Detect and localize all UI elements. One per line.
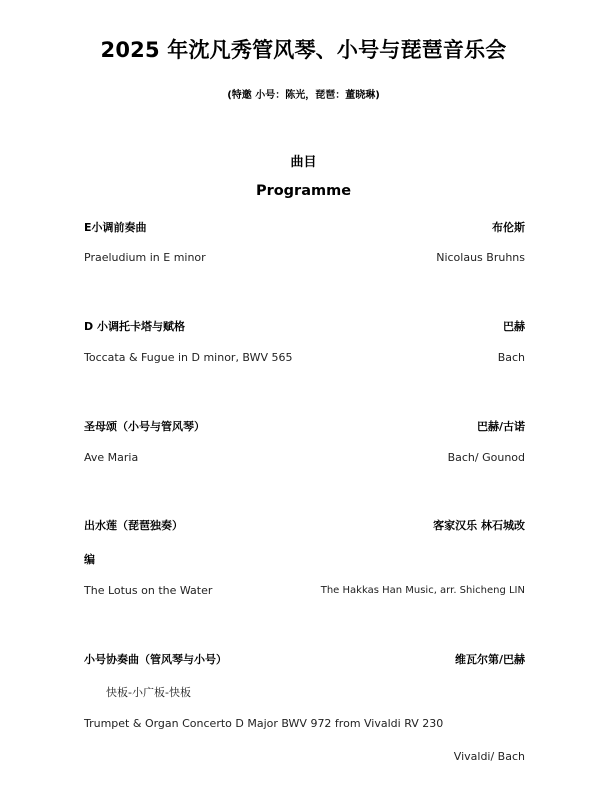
guest-performers-subtitle: (特邀 小号：陈光，琵琶：董晓琳) bbox=[227, 90, 380, 101]
piece-5-title-zh: 小号协奏曲（管风琴与小号） bbox=[84, 653, 227, 666]
piece-1-title-en: Praeludium in E minor bbox=[84, 251, 206, 264]
piece-2-composer-zh: 巴赫 bbox=[503, 320, 525, 333]
piece-4-composer-zh: 客家汉乐 林石城改 bbox=[433, 519, 525, 532]
piece-5-composer-en: Vivaldi/ Bach bbox=[453, 750, 525, 763]
piece-4-title-zh: 出水莲（琵琶独奏） bbox=[84, 519, 183, 532]
piece-4-composer-en: The Hakkas Han Music, arr. Shicheng LIN bbox=[320, 585, 525, 596]
programme-heading-zh: 曲目 bbox=[290, 155, 317, 170]
piece-1-title-zh: E小调前奏曲 bbox=[84, 221, 147, 234]
piece-4-composer-zh-continued: 编 bbox=[84, 553, 95, 566]
piece-2-title-zh: D 小调托卡塔与赋格 bbox=[84, 320, 185, 333]
piece-4-title-en: The Lotus on the Water bbox=[84, 584, 213, 597]
piece-5-composer-zh: 维瓦尔第/巴赫 bbox=[454, 653, 525, 666]
piece-2-composer-en: Bach bbox=[497, 351, 525, 364]
piece-1-composer-zh: 布伦斯 bbox=[492, 221, 525, 234]
piece-3-title-zh: 圣母颂（小号与管风琴） bbox=[84, 420, 205, 433]
piece-5-movements: 快板-小广板-快板 bbox=[106, 686, 191, 699]
piece-5-title-en: Trumpet & Organ Concerto D Major BWV 972 from Vivaldi RV 230 bbox=[84, 717, 444, 730]
piece-3-composer-zh: 巴赫/古诺 bbox=[476, 420, 525, 433]
programme-heading-en: Programme bbox=[255, 183, 352, 199]
piece-2-title-en: Toccata & Fugue in D minor, BWV 565 bbox=[84, 351, 293, 364]
concert-title: 2025 年沈凡秀管风琴、小号与琵琶音乐会 bbox=[100, 38, 507, 62]
piece-3-title-en: Ave Maria bbox=[84, 451, 139, 464]
piece-3-composer-en: Bach/ Gounod bbox=[447, 451, 525, 464]
piece-1-composer-en: Nicolaus Bruhns bbox=[436, 251, 525, 264]
